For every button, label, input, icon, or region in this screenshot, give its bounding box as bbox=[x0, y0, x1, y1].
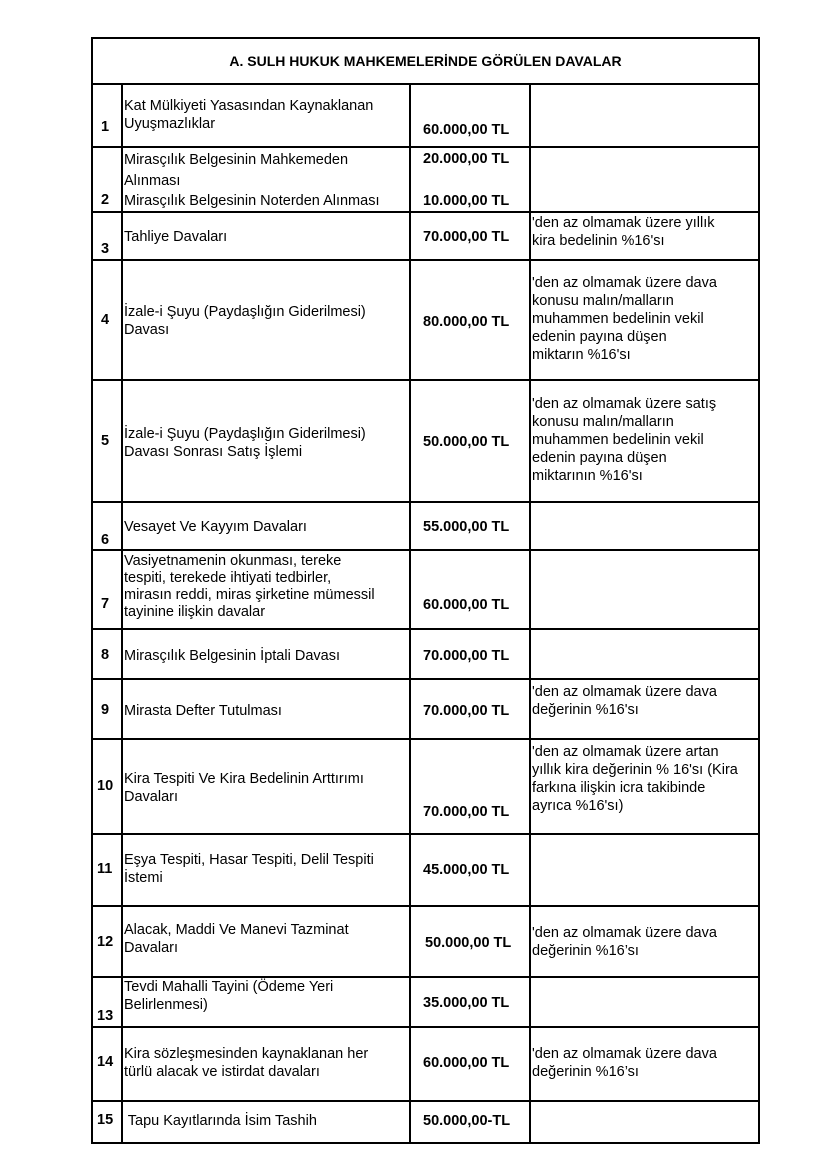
case-fee-secondary: 10.000,00 TL bbox=[423, 193, 510, 209]
case-fee: 50.000,00 TL bbox=[425, 935, 512, 951]
row-number: 3 bbox=[101, 241, 110, 257]
row-number: 12 bbox=[97, 934, 114, 950]
case-name: Tahliye Davaları bbox=[124, 229, 228, 245]
table-row bbox=[93, 83, 758, 148]
table-row bbox=[93, 740, 758, 835]
case-fee: 55.000,00 TL bbox=[423, 519, 510, 535]
case-fee: 60.000,00 TL bbox=[423, 1055, 510, 1071]
case-name: Alacak, Maddi Ve Manevi Tazminat Davaları bbox=[124, 922, 349, 956]
case-note: 'den az olmamak üzere dava değerinin %16'sı bbox=[532, 684, 717, 718]
row-number: 5 bbox=[101, 433, 110, 449]
case-note: 'den az olmamak üzere dava değerinin %16’sı bbox=[532, 925, 717, 959]
case-fee: 70.000,00 TL bbox=[423, 229, 510, 245]
case-name: Tevdi Mahalli Tayini (Ödeme Yeri Belirlenmesi) bbox=[124, 979, 334, 1013]
table-row bbox=[93, 148, 758, 213]
case-note: 'den az olmamak üzere satış konusu malın/malların muhammen bedelinin vekil edenin payına düşen miktarının %16'sı bbox=[532, 396, 717, 484]
table-row bbox=[93, 1028, 758, 1102]
case-name: Kat Mülkiyeti Yasasından Kaynaklanan Uyuşmazlıklar bbox=[124, 98, 374, 132]
table-row bbox=[93, 835, 758, 907]
case-fee: 45.000,00 TL bbox=[423, 862, 510, 878]
table-row bbox=[93, 503, 758, 551]
table-row bbox=[93, 261, 758, 381]
case-name: Vasiyetnamenin okunması, tereke tespiti, terekede ihtiyati tedbirler, mirasın reddi, miras şirketine mümessil tayinine ilişkin davalar bbox=[124, 553, 375, 620]
case-name: Mirasçılık Belgesinin İptali Davası bbox=[124, 648, 340, 664]
case-name: Kira Tespiti Ve Kira Bedelinin Arttırımı Davaları bbox=[124, 771, 364, 805]
case-name: Mirasta Defter Tutulması bbox=[124, 703, 282, 719]
table-title: A. SULH HUKUK MAHKEMELERİNDE GÖRÜLEN DAVALAR bbox=[93, 39, 758, 85]
case-note: 'den az olmamak üzere dava konusu malın/malların muhammen bedelinin vekil edenin payına düşen miktarın %16'sı bbox=[532, 275, 717, 363]
row-number: 6 bbox=[101, 532, 110, 548]
row-number: 14 bbox=[97, 1054, 114, 1070]
fee-table bbox=[91, 37, 760, 1144]
case-fee: 20.000,00 TL bbox=[423, 151, 510, 167]
row-number: 7 bbox=[101, 596, 110, 612]
case-note: 'den az olmamak üzere yıllık kira bedelinin %16'sı bbox=[532, 215, 715, 249]
table-row bbox=[93, 551, 758, 630]
row-number: 8 bbox=[101, 647, 110, 663]
case-note: 'den az olmamak üzere artan yıllık kira değerinin % 16'sı (Kira farkına ilişkin icra takibinde ayrıca %16'sı) bbox=[532, 744, 738, 814]
case-fee: 35.000,00 TL bbox=[423, 995, 510, 1011]
row-number: 2 bbox=[101, 192, 110, 208]
table-row bbox=[93, 213, 758, 261]
row-number: 10 bbox=[97, 778, 114, 794]
case-name: Vesayet Ve Kayyım Davaları bbox=[124, 519, 307, 535]
table-row bbox=[93, 1102, 758, 1142]
row-number: 4 bbox=[101, 312, 110, 328]
case-fee: 80.000,00 TL bbox=[423, 314, 510, 330]
table-row bbox=[93, 630, 758, 680]
row-number: 11 bbox=[97, 861, 113, 877]
row-number: 15 bbox=[97, 1112, 114, 1128]
case-fee: 60.000,00 TL bbox=[423, 122, 510, 138]
case-name: İzale-i Şuyu (Paydaşlığın Giderilmesi) Davası Sonrası Satış İşlemi bbox=[124, 426, 366, 460]
table-row bbox=[93, 907, 758, 978]
row-number: 1 bbox=[101, 119, 110, 135]
row-number: 9 bbox=[101, 702, 110, 718]
case-name: Eşya Tespiti, Hasar Tespiti, Delil Tespiti İstemi bbox=[124, 852, 374, 886]
case-name: İzale-i Şuyu (Paydaşlığın Giderilmesi) Davası bbox=[124, 304, 366, 338]
case-name: Kira sözleşmesinden kaynaklanan her türlü alacak ve istirdat davaları bbox=[124, 1046, 369, 1080]
table-row bbox=[93, 680, 758, 740]
case-fee: 70.000,00 TL bbox=[423, 703, 510, 719]
row-number: 13 bbox=[97, 1008, 114, 1024]
table-row bbox=[93, 381, 758, 503]
case-fee: 50.000,00 TL bbox=[423, 434, 510, 450]
table-row bbox=[93, 978, 758, 1028]
case-fee: 70.000,00 TL bbox=[423, 804, 510, 820]
case-fee: 60.000,00 TL bbox=[423, 597, 510, 613]
case-fee: 70.000,00 TL bbox=[423, 648, 510, 664]
case-name: Tapu Kayıtlarında İsim Tashih bbox=[124, 1113, 317, 1129]
case-fee: 50.000,00-TL bbox=[423, 1113, 511, 1129]
case-note: 'den az olmamak üzere dava değerinin %16’sı bbox=[532, 1046, 717, 1080]
case-name: Mirasçılık Belgesinin Mahkemeden Alınması bbox=[124, 152, 349, 189]
case-name-secondary: Mirasçılık Belgesinin Noterden Alınması bbox=[124, 193, 380, 209]
